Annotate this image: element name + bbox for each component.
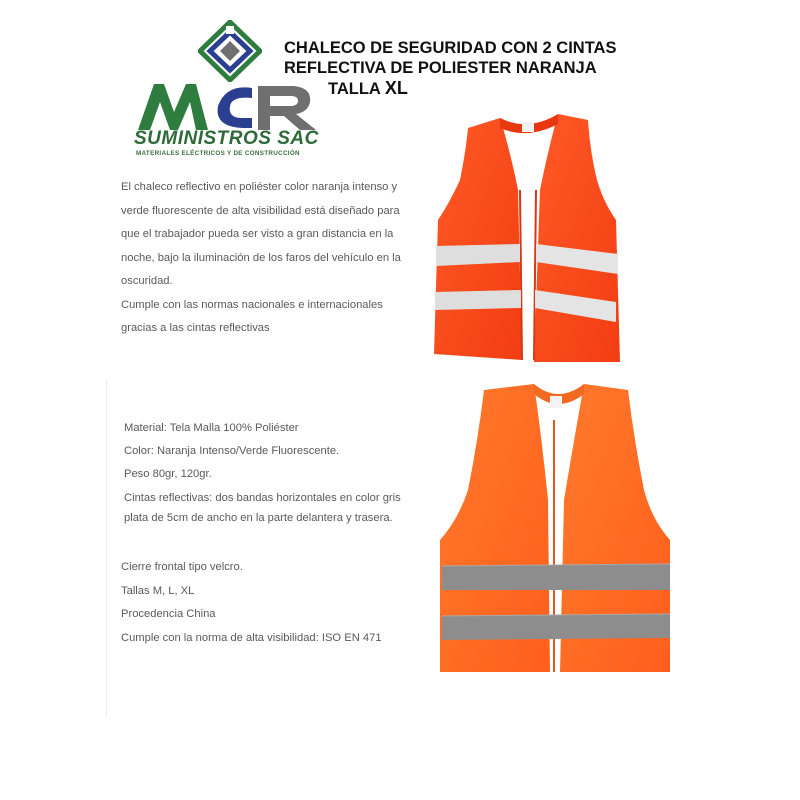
divider [106,380,107,715]
reflective-vest-image-bottom [438,380,674,676]
spec-standard: Cumple con la norma de alta visibilidad: ISO EN 471 [121,631,382,644]
spec-color: Color: Naranja Intenso/Verde Fluorescente. [124,445,340,457]
reflective-vest-image-top [430,110,630,370]
spec-weight: Peso 80gr, 120gr. [124,468,212,480]
title-size-prefix: TALLA [328,80,385,98]
product-description [121,176,411,341]
brand-tagline: MATERIALES ELÉCTRICOS Y DE CONSTRUCCIÓN [136,150,300,157]
spec-closure: Cierre frontal tipo velcro. [121,561,243,573]
title-line-1: CHALECO DE SEGURIDAD CON 2 CINTAS [284,39,617,57]
product-specs [124,417,424,528]
description-paragraph-2: Cumple con las normas nacionales e internacionales gracias a las cintas reflectivas [121,298,383,334]
description-paragraph-1: El chaleco reflectivo en poliéster color naranja intenso y verde fluorescente de alta visibilidad está diseñado para que el trabajador pueda ser visto a gran distancia en la noche, bajo la iluminación de los faros del vehículo en la oscuridad. [121,181,401,287]
product-specs-extra [121,556,441,650]
title-line-3 [284,78,644,99]
spec-reflective-tapes: Cintas reflectivas: dos bandas horizontales en color gris plata de 5cm de ancho en la parte delantera y trasera. [124,492,401,524]
title-size-value: XL [384,78,408,98]
brand-name: SUMINISTROS SAC [134,128,319,149]
title-line-2: REFLECTIVA DE POLIESTER NARANJA [284,59,597,77]
spec-sizes: Tallas M, L, XL [121,584,195,597]
spec-material: Material: Tela Malla 100% Poliéster [124,422,299,434]
mcr-diamond-logo-icon [198,20,262,82]
spec-origin: Procedencia China [121,608,216,620]
product-title [284,38,644,99]
